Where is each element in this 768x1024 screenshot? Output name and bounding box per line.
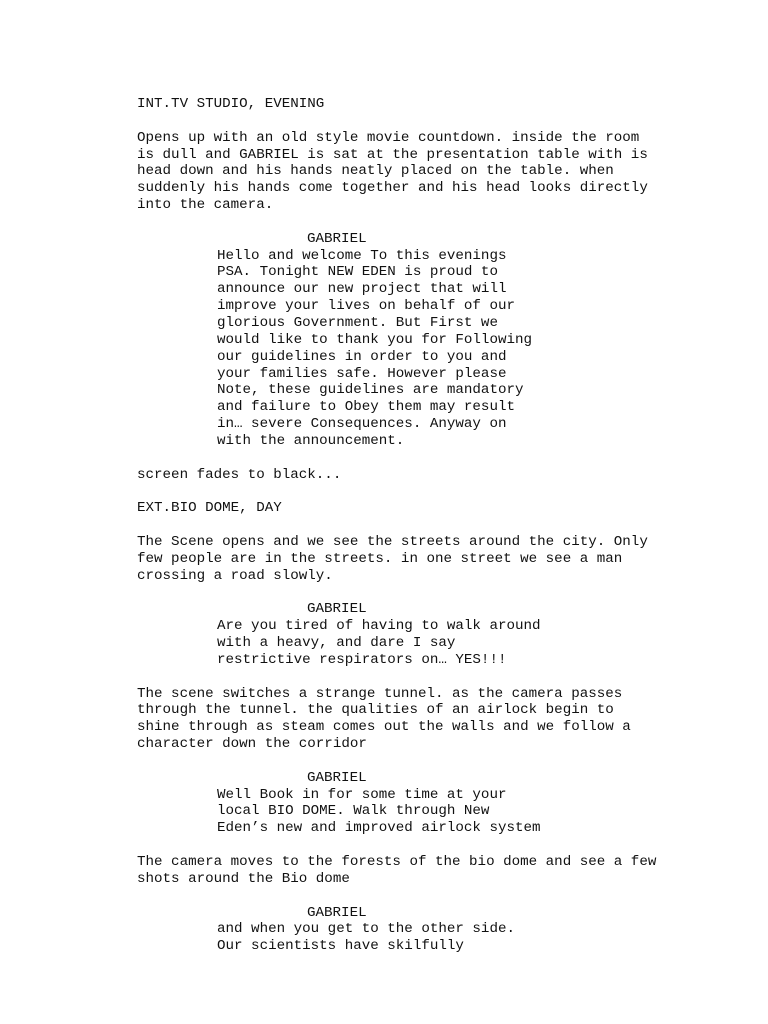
dialogue-block xyxy=(137,787,737,838)
script-line: Hello and welcome To this evenings xyxy=(217,247,507,264)
action-block xyxy=(137,686,737,753)
character-name xyxy=(137,231,737,248)
script-line: GABRIEL xyxy=(307,769,367,786)
script-line: GABRIEL xyxy=(307,904,367,921)
block-spacer xyxy=(137,517,737,534)
block-spacer xyxy=(137,888,737,905)
script-line: Our scientists have skilfully xyxy=(217,938,464,955)
block-spacer xyxy=(137,584,737,601)
block-spacer xyxy=(137,669,737,686)
script-line: your families safe. However please xyxy=(217,365,507,382)
block-spacer xyxy=(137,214,737,231)
script-line: into the camera. xyxy=(137,197,274,214)
script-line: is dull and GABRIEL is sat at the presentation table with is xyxy=(137,146,648,163)
script-line: Well Book in for some time at your xyxy=(217,786,507,803)
script-line: Note, these guidelines are mandatory xyxy=(217,382,524,399)
block-spacer xyxy=(137,837,737,854)
action-block xyxy=(137,534,737,585)
character-name xyxy=(137,601,737,618)
script-line: The scene switches a strange tunnel. as the camera passes xyxy=(137,685,623,702)
script-line: and failure to Obey them may result xyxy=(217,399,515,416)
screenplay-text xyxy=(137,96,737,955)
script-line: our guidelines in order to you and xyxy=(217,348,507,365)
action-block xyxy=(137,854,737,888)
scene-heading xyxy=(137,500,737,517)
script-line: and when you get to the other side. xyxy=(217,921,515,938)
dialogue-block xyxy=(137,921,737,955)
scene-heading xyxy=(137,96,737,113)
script-line: with a heavy, and dare I say xyxy=(217,635,456,651)
script-line: announce our new project that will xyxy=(217,281,507,298)
script-line: character down the corridor xyxy=(137,736,367,753)
script-line: EXT.BIO DOME, DAY xyxy=(137,500,282,517)
script-line: Are you tired of having to walk around xyxy=(217,618,541,635)
script-line: GABRIEL xyxy=(307,230,367,247)
dialogue-block xyxy=(137,618,737,669)
dialogue-block xyxy=(137,248,737,450)
script-line: local BIO DOME. Walk through New xyxy=(217,803,490,820)
script-line: PSA. Tonight NEW EDEN is proud to xyxy=(217,264,498,281)
script-line: head down and his hands neatly placed on the table. when xyxy=(137,163,614,180)
script-line: with the announcement. xyxy=(217,432,405,449)
script-line: GABRIEL xyxy=(307,601,367,618)
script-line: The Scene opens and we see the streets around the city. Only xyxy=(137,533,648,550)
script-line: crossing a road slowly. xyxy=(137,567,333,584)
block-spacer xyxy=(137,753,737,770)
script-line: improve your lives on behalf of our xyxy=(217,298,515,315)
script-line: suddenly his hands come together and his head looks directly xyxy=(137,180,648,197)
block-spacer xyxy=(137,483,737,500)
script-line: INT.TV STUDIO, EVENING xyxy=(137,96,325,112)
script-line: shine through as steam comes out the walls and we follow a xyxy=(137,719,631,736)
character-name xyxy=(137,905,737,922)
script-line: Opens up with an old style movie countdown. inside the room xyxy=(137,129,640,146)
script-line: Eden’s new and improved airlock system xyxy=(217,820,541,837)
script-line: restrictive respirators on… YES!!! xyxy=(217,651,507,668)
script-line: in… severe Consequences. Anyway on xyxy=(217,416,507,433)
character-name xyxy=(137,770,737,787)
action-block xyxy=(137,130,737,214)
block-spacer xyxy=(137,113,737,130)
block-spacer xyxy=(137,450,737,467)
script-line: The camera moves to the forests of the bio dome and see a few xyxy=(137,853,657,870)
action-block xyxy=(137,467,737,484)
script-line: few people are in the streets. in one street we see a man xyxy=(137,550,623,567)
script-line: screen fades to black... xyxy=(137,466,342,483)
script-line: glorious Government. But First we xyxy=(217,314,498,331)
script-line: shots around the Bio dome xyxy=(137,870,350,887)
script-line: would like to thank you for Following xyxy=(217,331,533,348)
script-line: through the tunnel. the qualities of an airlock begin to xyxy=(137,702,614,719)
